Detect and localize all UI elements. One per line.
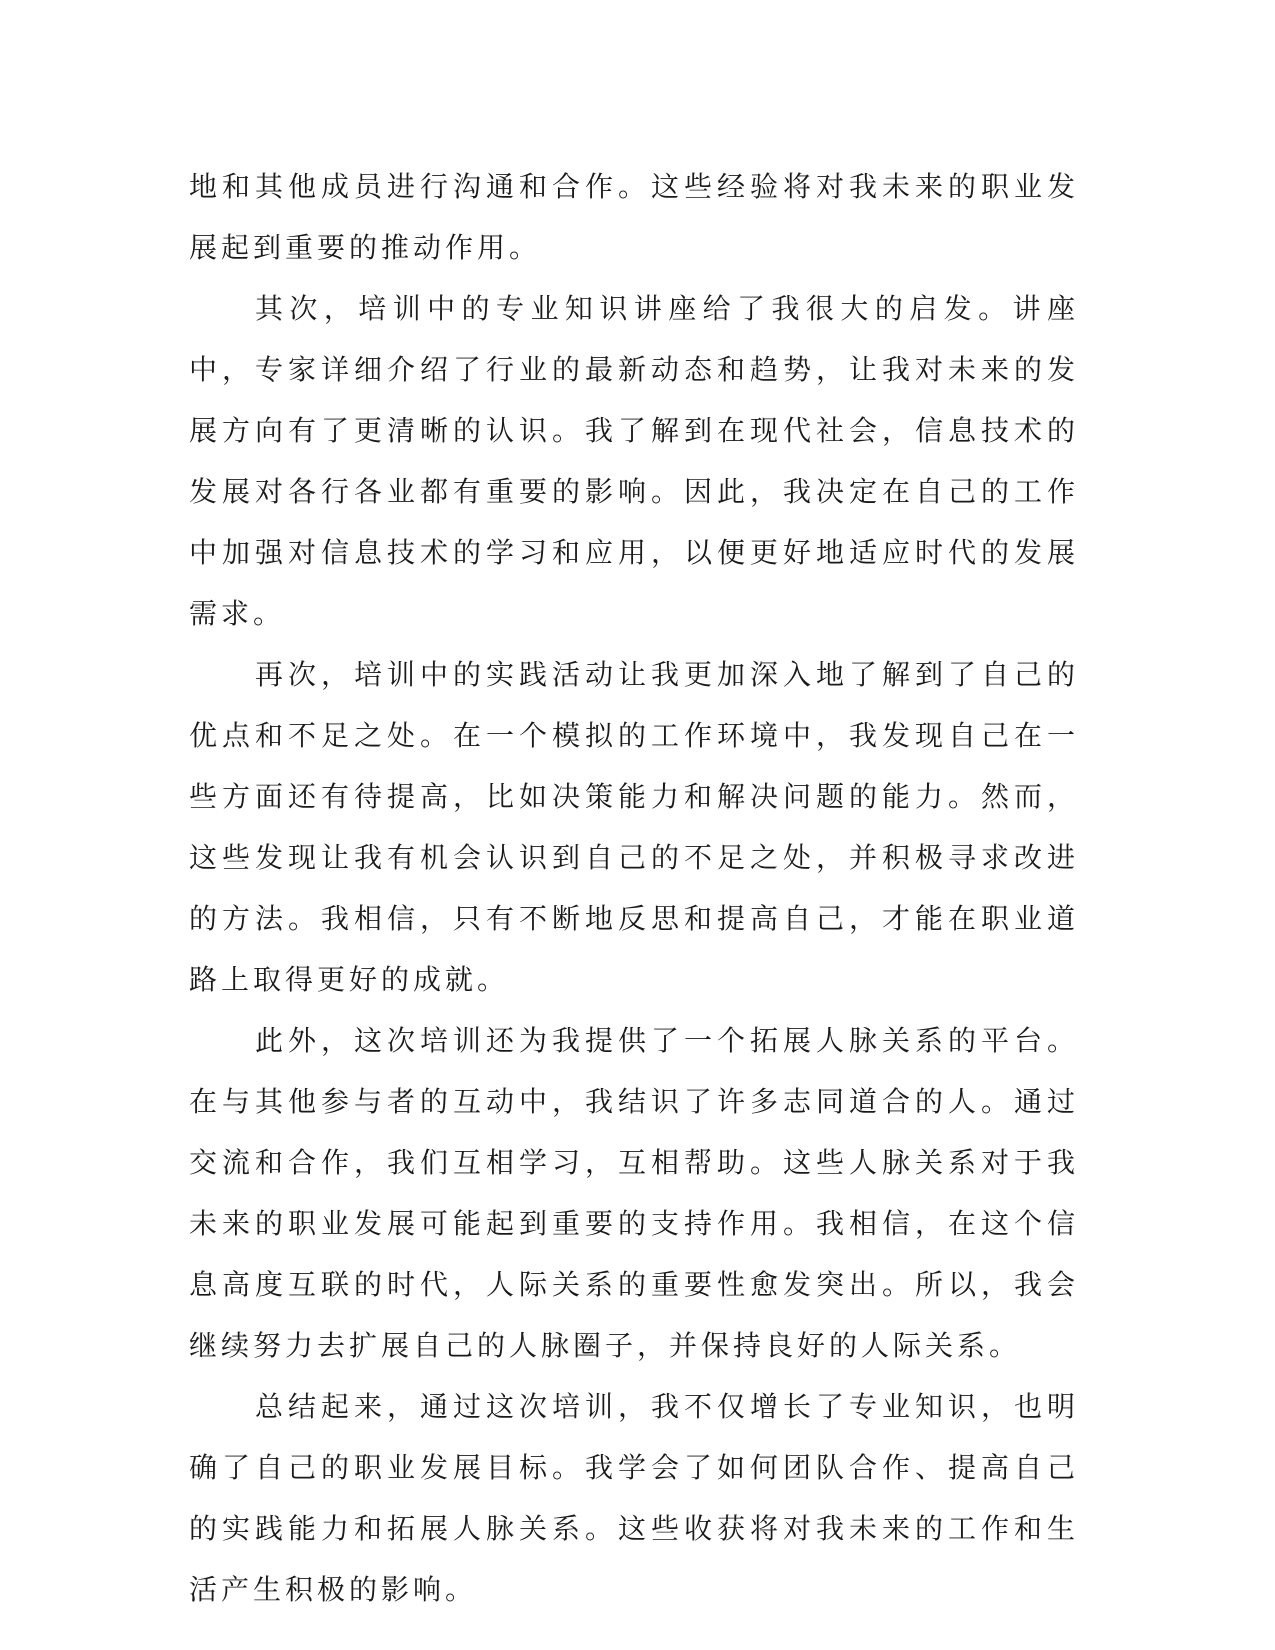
paragraph-3: 再次，培训中的实践活动让我更加深入地了解到了自己的优点和不足之处。在一个模拟的工作环境中，我发现自己在一些方面还有待提高，比如决策能力和解决问题的能力。然而，这些发现让我有机会认识到自己的不足之处，并积极寻求改进的方法。我相信，只有不断地反思和提高自己，才能在职业道路上取得更好的成就。	[189, 658, 1079, 996]
paragraph-2: 其次，培训中的专业知识讲座给了我很大的启发。讲座中，专家详细介绍了行业的最新动态和趋势，让我对未来的发展方向有了更清晰的认识。我了解到在现代社会，信息技术的发展对各行各业都有重要的影响。因此，我决定在自己的工作中加强对信息技术的学习和应用，以便更好地适应时代的发展需求。	[189, 292, 1079, 630]
paragraph-1: 地和其他成员进行沟通和合作。这些经验将对我未来的职业发展起到重要的推动作用。	[189, 170, 1079, 264]
paragraph-4: 此外，这次培训还为我提供了一个拓展人脉关系的平台。在与其他参与者的互动中，我结识了许多志同道合的人。通过交流和合作，我们互相学习，互相帮助。这些人脉关系对于我未来的职业发展可能起到重要的支持作用。我相信，在这个信息高度互联的时代，人际关系的重要性愈发突出。所以，我会继续努力去扩展自己的人脉圈子，并保持良好的人际关系。	[189, 1024, 1079, 1362]
paragraph-5: 总结起来，通过这次培训，我不仅增长了专业知识，也明确了自己的职业发展目标。我学会了如何团队合作、提高自己的实践能力和拓展人脉关系。这些收获将对我未来的工作和生活产生积极的影响。	[189, 1390, 1079, 1606]
document-body	[189, 156, 1079, 1620]
